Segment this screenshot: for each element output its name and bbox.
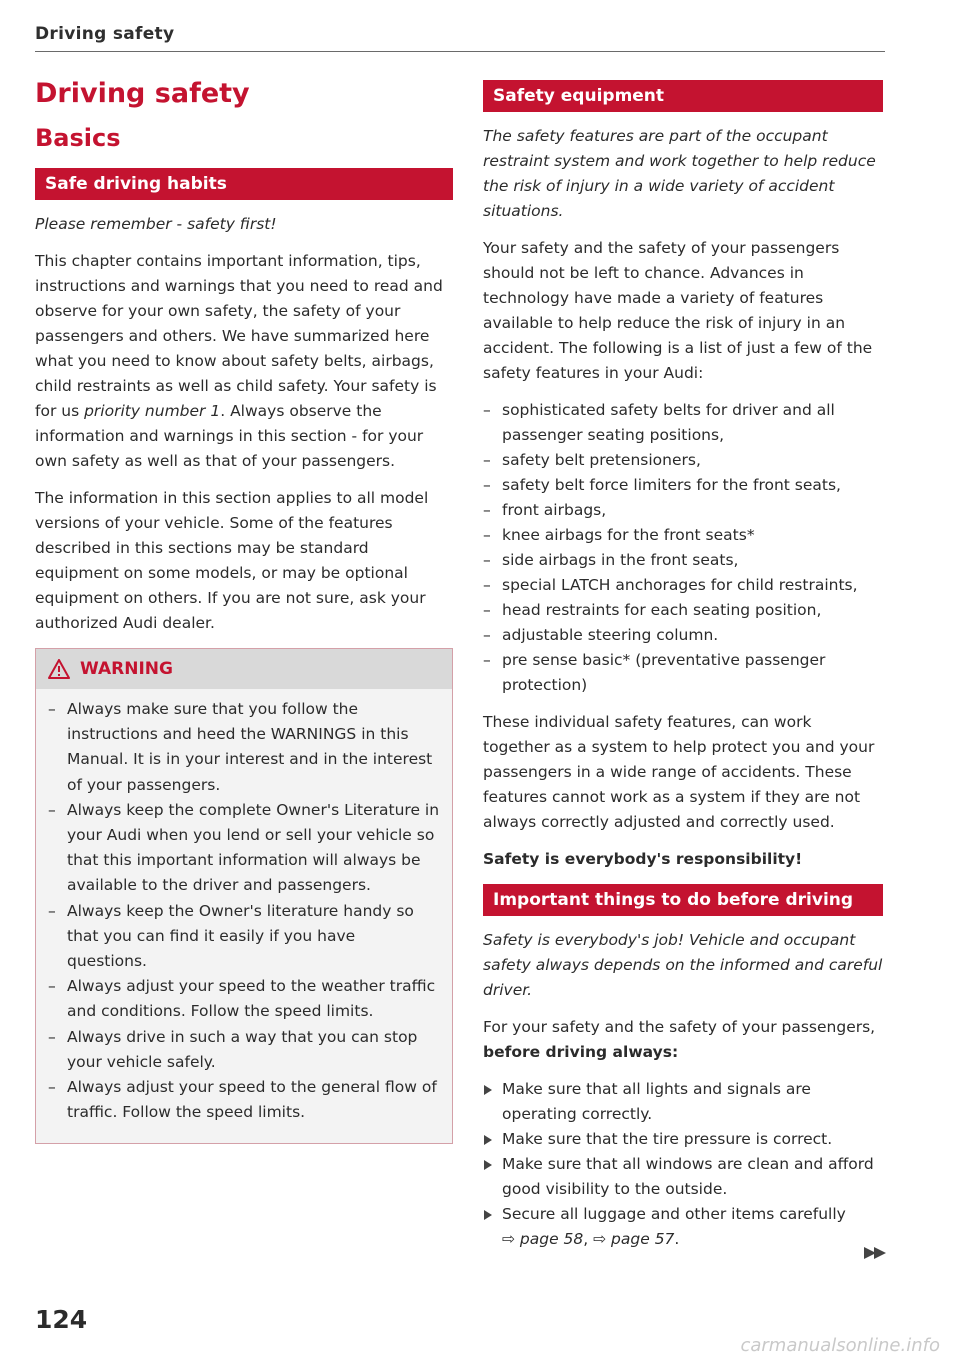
warning-item: – Always adjust your speed to the general flow of traffic. Follow the speed limits. [48,1075,440,1125]
left-column [35,72,453,1144]
list-item: – special LATCH anchorages for child restraints, [483,573,883,598]
step-item [483,1127,883,1152]
body-paragraph [483,1015,883,1065]
warning-header [36,649,452,689]
header-rule [35,51,885,52]
continue-arrow-icon [874,1247,886,1259]
chapter-title: Driving safety [35,78,250,109]
warning-title: WARNING [80,659,173,679]
section-bar-safety-equipment: Safety equipment [483,80,883,112]
paragraph-text: This chapter contains important information, tips, instructions and warnings that you need to read and observe for your own safety, the safety of your passengers and others. We have summarized here what you need to know about safety belts, airbags, child restraints as well as child safety. Your safety is for us [35,252,443,420]
intro-text: The safety features are part of the occupant restraint system and work together to help reduce the risk of injury in a wide variety of accident situations. [483,127,876,220]
warning-box [35,648,453,1144]
list-item: – knee airbags for the front seats* [483,523,883,548]
list-item: – front airbags, [483,498,883,523]
warning-item: – Always make sure that you follow the instructions and heed the WARNINGS in this Manual. It is in your interest and in the interest of your passengers. [48,697,440,798]
list-item: – sophisticated safety belts for driver and all passenger seating positions, [483,398,883,448]
paragraph-text: For your safety and the safety of your passengers, [483,1018,876,1036]
step-arrow-icon [484,1160,492,1170]
running-header: Driving safety [35,24,175,44]
step-item [483,1077,883,1127]
reference-end: . [674,1230,680,1248]
step-text: Secure all luggage and other items carefully [502,1205,846,1223]
step-item [483,1202,883,1252]
list-item: – side airbags in the front seats, [483,548,883,573]
step-arrow-icon [484,1210,492,1220]
step-text: Make sure that all windows are clean and afford good visibility to the outside. [502,1155,874,1198]
body-paragraph: The information in this section applies to all model versions of your vehicle. Some of the features described in this sections may be standard equipment on some models, or may be optional equipment on others. If you are not sure, ask your authorized Audi dealer. [35,489,429,632]
section-bar-before-driving: Important things to do before driving [483,884,883,916]
reference-separator: , [583,1230,594,1248]
list-item: – safety belt pretensioners, [483,448,883,473]
section-title: Basics [35,124,121,152]
list-item: – safety belt force limiters for the front seats, [483,473,883,498]
step-arrow-icon [484,1085,492,1095]
right-column [483,72,883,1252]
page-reference-link[interactable]: ⇨ page 57 [593,1230,675,1248]
watermark: carmanualsonline.info [740,1335,940,1356]
warning-item: – Always keep the Owner's literature handy so that you can find it easily if you have questions. [48,899,440,975]
warning-triangle-icon [48,659,70,679]
page-number: 124 [35,1305,88,1334]
responsibility-heading: Safety is everybody's responsibility! [483,850,803,868]
list-item: – adjustable steering column. [483,623,883,648]
steps-list [483,1077,883,1252]
body-paragraph: These individual safety features, can work together as a system to help protect you and your passengers in a wide range of accidents. These features cannot work as a system if they are not always correctly adjusted and correctly used. [483,713,875,831]
page-reference-link[interactable]: ⇨ page 58 [502,1230,584,1248]
warning-item: – Always drive in such a way that you can stop your vehicle safely. [48,1025,440,1075]
warning-item: – Always keep the complete Owner's Literature in your Audi when you lend or sell your vehicle so that this important information will always be available to the driver and passengers. [48,798,440,899]
intro-text: Safety is everybody's job! Vehicle and occupant safety always depends on the informed and careful driver. [483,931,883,999]
body-paragraph: Your safety and the safety of your passengers should not be left to chance. Advances in technology have made a variety of features available to help reduce the risk of injury in an accident. The following is a list of just a few of the safety features in your Audi: [483,239,873,382]
bold-text: before driving always: [483,1043,679,1061]
warning-item: – Always adjust your speed to the weather traffic and conditions. Follow the speed limits. [48,974,440,1024]
step-text: Make sure that the tire pressure is correct. [502,1130,833,1148]
subsection-bar: Safe driving habits [35,168,453,200]
warning-body [36,689,452,1143]
step-arrow-icon [484,1135,492,1145]
intro-text: Please remember - safety first! [35,215,277,233]
step-text: Make sure that all lights and signals are operating correctly. [502,1080,811,1123]
body-paragraph [35,249,453,474]
emphasis-text: priority number 1 [84,402,221,420]
list-item: – head restraints for each seating position, [483,598,883,623]
features-list [483,398,883,698]
paragraph-text: . Always observe the information and warnings in this section - for your own safety as well as that of your passengers. [35,402,424,470]
list-item: – pre sense basic* (preventative passenger protection) [483,648,883,698]
step-item [483,1152,883,1202]
